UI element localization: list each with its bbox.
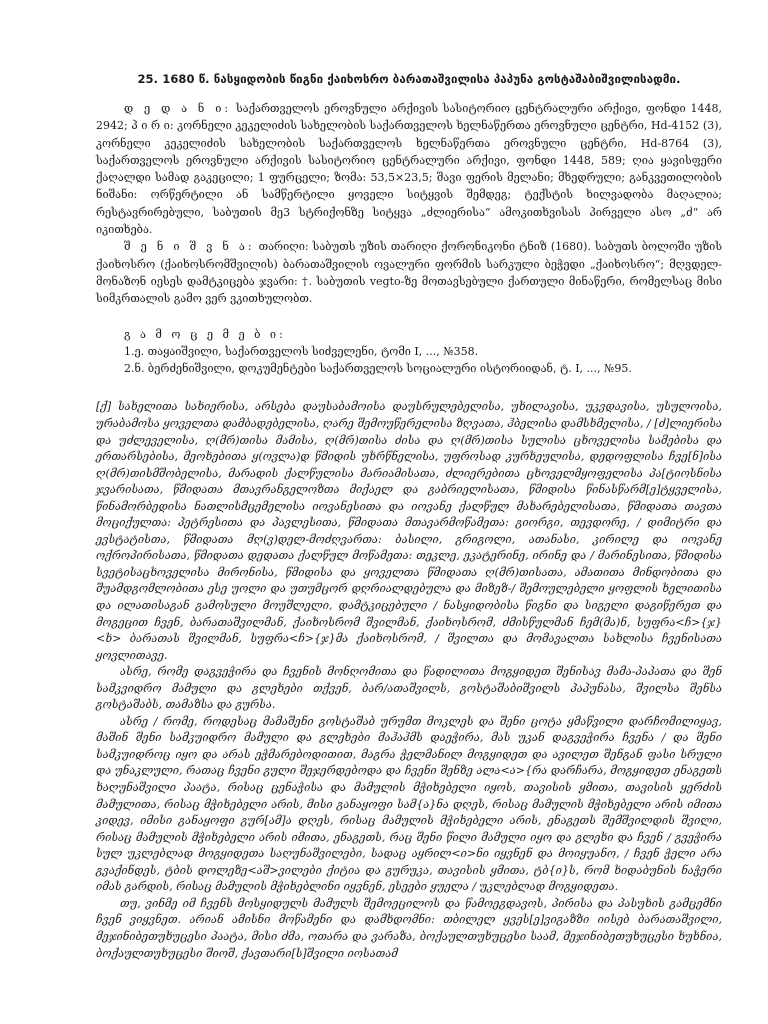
description-paragraph [96, 100, 722, 238]
note-paragraph [96, 238, 722, 307]
document-page [96, 72, 722, 962]
publication-item: 2.ნ. ბერძენიშვილი, დოკუმენტები საქართველოს სოციალური ისტორიიდან, ტ. I, ..., №95. [124, 362, 632, 376]
document-body [96, 399, 722, 962]
note-label: შ ე ნ ი შ ვ ნ ა: [124, 240, 255, 254]
body-paragraph: ასრე / რომე, როდესაც მამაშენი გოსტაშაბ ურუმთ მოკლეს და შენი ცოტა ყმაწვილი დარჩომილიყავ, მაშინ შენი სამკუიდრო მამული და გლეხები მაჰაჰმს დაეჭირა, მას უკან დაგვეჭირა ჩვენა / და შენი სამკუიდროც იყო და არას ეჭმარებოდითით, მაგრა ჭელმანილ მოგყიდეთ და ავილეთ შენგან ფასი სრული და უნაკლული, რათაც ჩვენი გული შეჯერდებოდა და ჩვენი შენზე ალა<ა>{რა დარჩარა, მოგყიდეთ ენაგეთს ხაღუნაშვილი პაატა, რისაც ცენაჭისა და მამულის მჭიხებელი იყოს, თავისის ყმითა, თავისის ყერძის მამულითა, რისაც მჭიხებელი არის, მისი განაყოფი სამ{ა}ნა დღეს, რისაც მამულის მჭიხებელი არის იმითა კიდევ, იმისი განაყოფი გურ[ამ]ა დღეს, რისაც მამულის მჭიხებელი არის, ენაგეთს შემშვილდის შვილი, რისაც მამულის მჭიხებელი არის იმითა, ენაგეთს, რაც შენი წილი მამული იყო და გლეხი და ჩვენ / გვეჭირა სულ უკლებლად მოგყიდეთა საღუნაშვილები, სადაც აყრილ<ი>ნი იყვნენ და მოიყუანო, / ჩვენ ჭელი არა გვაქინდეს, ტბის დოლეზე<აშ>ვილები ქიტია და გურუკა, თავისის ყმითა, ტბ{ი}ს, რომ ხიდაბუნის ნაჭერი იმას გარდის, რისაც მამულის მჭიხებლინი იყვნენ, ესეები ყუელა / უკლებლად მოგყიდეთა. [96, 714, 722, 894]
description-text: საქართველოს ეროვნული არქივის სასიტორიო ცენტრალური არქივი, ფონდი 1448, 2942; პ ი რ ი: კორნელი კეკელიძის სახელობის საქართველოს ხელნაწერთა ეროვნული ცენტრი, Hd-4152 (3), კორნელი კეკელიძის სახელობის საქართველოს ხელნაწერთა ეროვნული ცენტრი, Hd-8764 (3), საქართველოს ეროვნული არქივის სასიტორიო ცენტრალური არქივი, ფონდი 1448, 589; ღია ყავისფერი ქაღალდი სამად გაკეცილი; 1 ფურცელი; ზომა: 53,5×23,5; შავი ფერის მელანი; მხედრული; განკვეთილობის ნიშანი: ორწერტილი ან სამწერტილი ყოველი სიტყვის შემდეგ; ტექსტის ხილვადობა მაღალია; რესტავრირებული, საბუთის მე3 სტრიქონზე სიტყვა „ძლიერისა“ ამოკითხვისას პირველი ასო „ძ“ არ იკითხება. [96, 102, 723, 237]
publications-label: გ ა მ ო ც ე მ ე ბ ი: [124, 327, 286, 341]
body-paragraph: თუ, ვინმე იმ ჩვენს მოსყიდულს მამულს შემოეცილოს და წამოეგდავოს, პირისა და პასუხის გამცემნი ჩვენ ვიყვნეთ. არიან ამისნი მოწამენი და დამხდომნი: თბილელ ყვეს[ე]ვიგაზზი იისებ ბარათაშვილი, მეჯინიბეთუხუცესი პაატა, მისი ძმა, ოთარა და ვარაზა, ბოქაულთუხუცესი საამ, მეჯინიბეთუხუცესი ხუხნია, ბოქაულთუხუცესი შიოშ, ქავთარი[ს]შვილი იოსათამ [96, 896, 722, 960]
document-title: 25. 1680 წ. ნასყიდობის წიგნი ქაიხოსრო ბარათაშვილისა პაპუნა გოსტაშაბიშვილისადმი. [137, 72, 681, 86]
body-paragraph: ასრე, რომე დაგვეჭირა და ჩვენის მონღომითა და წადილითა მოგყიდეთ შენისავ მამა-პაპათა და შენ სამკვიდრო მამული და გლეხები თქვენ, ბარ/ათაშვილს, გოსტაშაბიშვილს პაპუნასა, შვილსა შენსა გოსტაშაბს, თამაზსა და გურსა. [96, 665, 722, 712]
body-paragraph: [ქ] სახელითა სახიერისა, არსება დაუსაბამოისა დაუსრულებელისა, უხილავისა, უკვდავისა, უსულოისა, ურაბამოსა ყოველთა დამბადებელისა, ღარე შემოუწერელისა ზღვათა, ჰბელისა დამსხმელისა, / [ძ]ლიერისა და უძლეველისა, ღ(მრ)თისა მამისა, ღ(მრ)თისა ძისა და ღ(მრ)თისა სულისა ცხოველისა სამებისა და ერთარსებისა, მეოხებითა ყ(ოვლა)დ წმიდის უხრწნელისა, უფროსად კურხეულისა, დედოფლისა ჩვე[ნ]ისა ღ(მრ)თისმშობელისა, მარადის ქალწულისა მარიამისათა, ძლიერებითა ცხოველმყოფელისა პა[ტიოსნისა ჯვარისათა, წმიდათა მთავრანგელოზთა მიქაელ და გაბრიელისათა, წმიდისა წინასწარმ[ე]ტყველისა, წინამორბედისა ნათლისმცემელისა იოვანესითა და იოვანე ქალწულ მახარებელისათა, წმიდათა თავთა მოციქულთა: პეტრესითა და პავლესითა, წმიდათა მთავარმოწამეთა: გიორგი, თევდორე, / დიმიტრი და ევსტატისთა, წმიდათა მღ(ვ)დელ-მოძღვართა: ბასილი, გრიგოლი, ათანასი, კირილე და იოვანე ოქროპირისათა, წმიდათა დედათა ქალწულ მოწამეთა: თეკლე, ეკატერინე, ირინე და / მარინესითა, წმიდისა სვეტისაცხოველისა მირონისა, წმიდისა და ყოველთა წმიდათა ღ(მრ)თისათა, ამათითა მინდობითა და შუამდგომლობითა ესე უოლი და უთუმცორ დღრიალდებულა და მიზეზ-/ შემოულებელი ყოფლის ხელითისა და ილათისაგან გამოსული მოუშლელი, დამტკიცებული / ნასყიდობისა წიგნი და სიგელი დაგიწერეთ და მოგეცით ჩვენ, ბარათაშვილმან, ქაიხოსრომ შვილმან, ქაიხოსრომ, ძმისწულმან ჩემ(მა)ნ, სუფრა<ჩ>{ჯ}<ხ> ბარათას შვილმან, სუფრა<ჩ>{ჯ}მა ქაიხოსრომ, / შვილთა და მომავალთა სახლისა ჩვენისათა ყოვლითავე. [96, 400, 722, 662]
description-label: დ ე დ ა ნ ი: [124, 102, 232, 115]
note-text: თარიღი: საბუთს უზის თარიღი ქორონიკონი ტნიზ (1680). საბუთს ბოლოში უზის ქაიხოსრო (ქაიხოსრომშვილის) ბარათაშვილის ოვალური ფორმის სარკული ბეჭედი „ქაიხოსრო“; მღვდელ-მონაზონ იესეს დამტკიცება ჯვარი: †. საბუთის vegto-ზე მოთავსებული ქართული მინაწერი, რომელსაც მისი სიმკრთალის გამო ვერ ვკითხულობთ. [96, 240, 722, 306]
publication-item: 1.ე. თაყაიშვილი, საქართველოს სიძველენი, ტომი I, ..., №358. [124, 344, 479, 358]
